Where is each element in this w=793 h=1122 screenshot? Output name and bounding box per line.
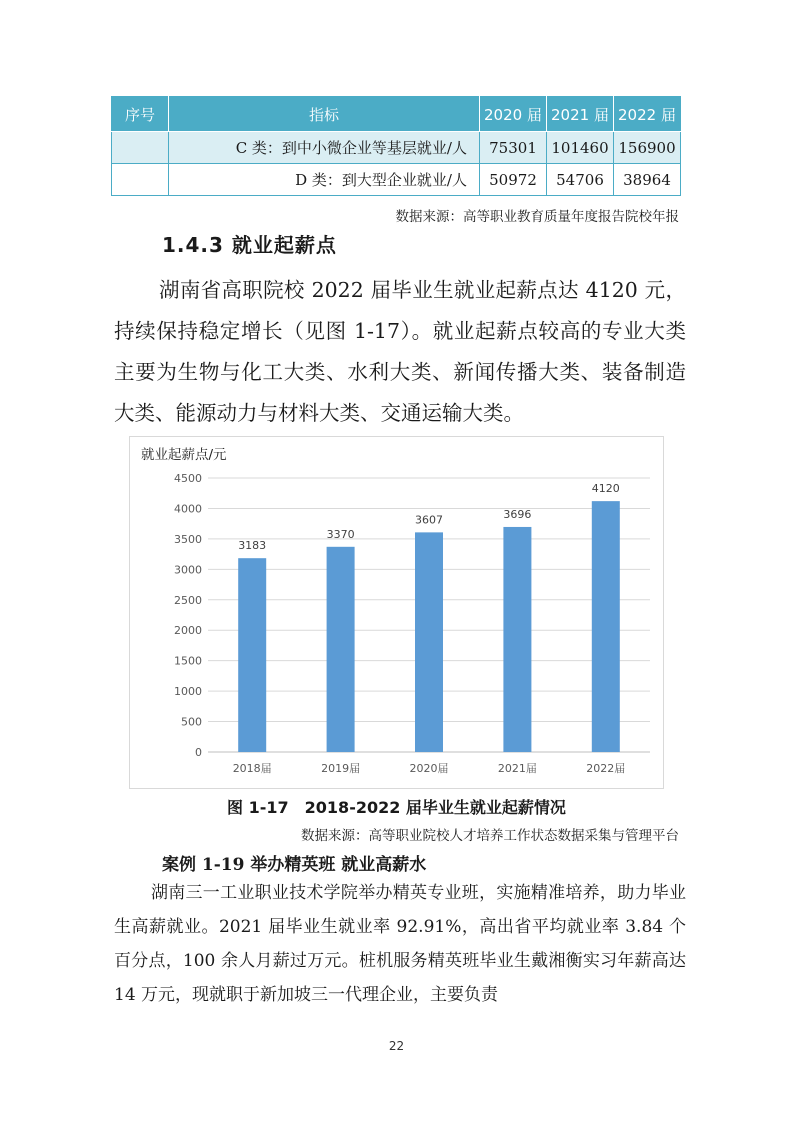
salary-chart — [129, 436, 664, 789]
table-header-2021: 2021 届 — [547, 97, 614, 132]
chart-x-tick-label: 2019届 — [321, 762, 361, 775]
chart-x-tick-label: 2020届 — [409, 762, 449, 775]
chart-data-label: 3607 — [415, 513, 443, 527]
table-cell-2021: 101460 — [547, 132, 614, 164]
section-paragraph: 湖南省高职院校 2022 届毕业生就业起薪点达 4120 元，持续保持稳定增长（见图 1-17）。就业起薪点较高的专业大类主要为生物与化工大类、水利大类、新闻传播大类、装备制造大类、能源动力与材料大类、交通运输大类。 — [114, 278, 686, 425]
chart-y-axis-label: 就业起薪点/元 — [141, 447, 227, 463]
chart-data-label: 3696 — [503, 507, 532, 521]
figure-caption: 图 1-17 2018-2022 届毕业生就业起薪情况 — [227, 798, 566, 817]
chart-y-tick-label: 4500 — [174, 472, 202, 485]
chart-y-tick-label: 2500 — [174, 593, 202, 607]
table-row — [112, 164, 681, 196]
employment-table — [111, 96, 681, 196]
table-cell-2022: 156900 — [614, 132, 681, 164]
chart-x-tick-label: 2022届 — [586, 762, 626, 775]
table-cell-2021: 54706 — [547, 164, 614, 196]
table-header-row — [112, 97, 681, 132]
chart-y-tick-label: 1000 — [174, 685, 202, 699]
chart-x-tick-label: 2018届 — [232, 762, 272, 775]
figure-source-note: 数据来源：高等职业院校人才培养工作状态数据采集与管理平台 — [301, 828, 679, 844]
chart-y-tick-label: 500 — [181, 715, 202, 729]
chart-x-tick-label: 2021届 — [497, 762, 537, 775]
chart-y-tick-label: 0 — [195, 746, 202, 759]
chart-data-label: 3370 — [326, 527, 355, 541]
chart-y-tick-label: 2000 — [174, 624, 202, 638]
chart-bar — [503, 527, 531, 752]
chart-y-tick-label: 3500 — [174, 532, 202, 546]
table-cell-index — [112, 164, 169, 196]
table-header-indicator: 指标 — [169, 97, 480, 132]
chart-data-label: 3183 — [238, 539, 267, 553]
page-number: 22 — [388, 1039, 405, 1053]
table-cell-2020: 50972 — [480, 164, 547, 196]
chart-y-tick-label: 1500 — [174, 654, 202, 668]
table-cell-2022: 38964 — [614, 164, 681, 196]
case-title: 案例 1-19 举办精英班 就业高薪水 — [162, 855, 427, 875]
table-header-index: 序号 — [112, 97, 169, 132]
table-source-note: 数据来源：高等职业教育质量年度报告院校年报 — [395, 209, 679, 225]
chart-bar — [415, 532, 443, 752]
table-cell-2020: 75301 — [480, 132, 547, 164]
salary-chart-svg — [130, 437, 663, 788]
section-heading: 1.4.3 就业起薪点 — [162, 233, 337, 257]
chart-bar — [327, 547, 355, 752]
table-cell-index — [112, 132, 169, 164]
chart-y-tick-label: 3000 — [174, 563, 202, 577]
table-header-2020: 2020 届 — [480, 97, 547, 132]
table-cell-indicator: D 类：到大型企业就业/人 — [169, 164, 480, 196]
chart-data-label: 4120 — [591, 482, 620, 496]
case-paragraph: 湖南三一工业职业技术学院举办精英专业班，实施精准培养，助力毕业生高薪就业。2021 届毕业生就业率 92.91%，高出省平均就业率 3.84 个百分点，100 余人月薪过万元。桩机服务精英班毕业生戴湘衡实习年薪高达 14 万元，现就职于新加坡三一代理企业，主要负责 — [114, 883, 686, 1005]
table-cell-indicator: C 类：到中小微企业等基层就业/人 — [169, 132, 480, 164]
chart-y-tick-label: 4000 — [174, 502, 202, 516]
table-header-2022: 2022 届 — [614, 97, 681, 132]
chart-bar — [238, 558, 266, 752]
chart-bar — [592, 501, 620, 752]
table-row — [112, 132, 681, 164]
